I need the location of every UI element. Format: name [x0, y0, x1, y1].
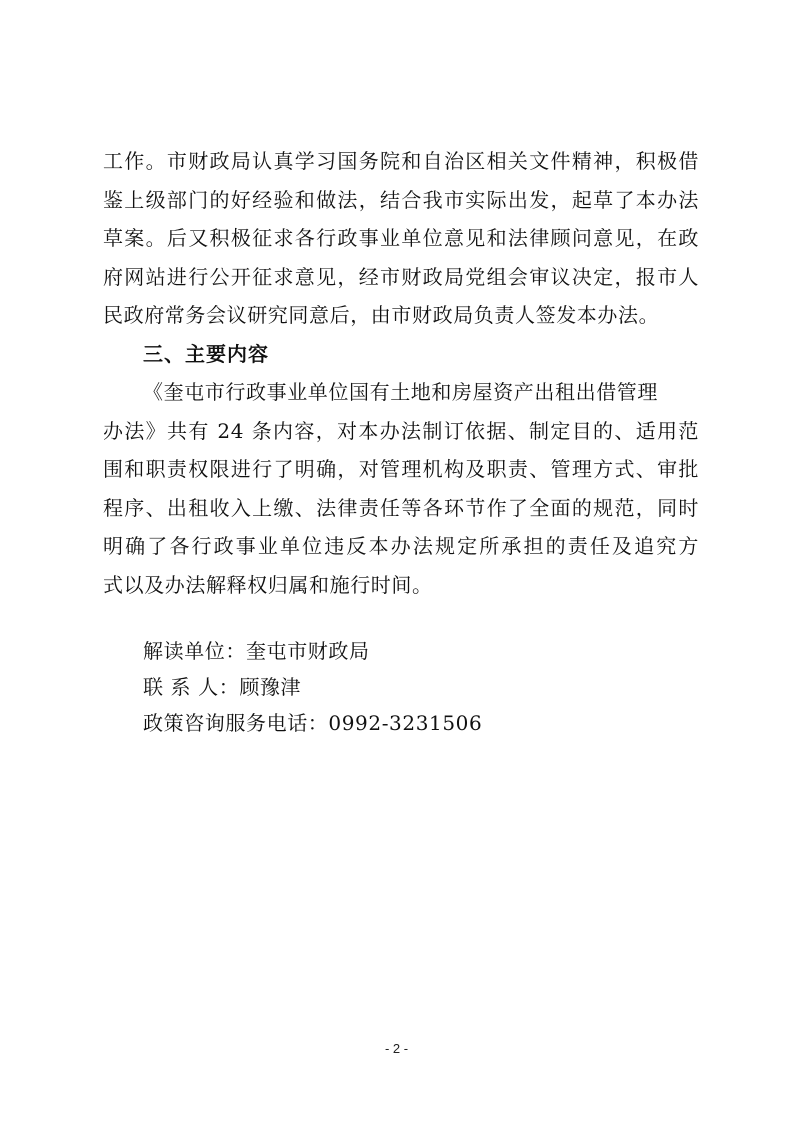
contact-person: 联 系 人：顾豫津: [143, 675, 302, 699]
paragraph-2-line-5: 明确了各行政事业单位违反本办法规定所承担的责任及追究方: [103, 534, 699, 558]
paragraph-1-line-2: 鉴上级部门的好经验和做法，结合我市实际出发，起草了本办法: [103, 187, 699, 212]
paragraph-1-line-5: 民政府常务会议研究同意后，由市财政局负责人签发本办法。: [103, 303, 660, 327]
paragraph-1-line-3: 草案。后又积极征求各行政事业单位意见和法律顾问意见，在政: [103, 226, 699, 250]
paragraph-2-line-6: 式以及办法解释权归属和施行时间。: [103, 572, 433, 597]
paragraph-2-line-4: 程序、出租收入上缴、法律责任等各环节作了全面的规范，同时: [103, 495, 699, 520]
contact-block: [143, 633, 482, 741]
paragraph-2-line-3: 围和职责权限进行了明确，对管理机构及职责、管理方式、审批: [103, 457, 699, 481]
contact-unit: 解读单位：奎屯市财政局: [143, 639, 370, 663]
section-heading: 三、主要内容: [143, 341, 269, 366]
contact-phone: 政策咨询服务电话：0992-3231506: [143, 711, 483, 735]
paragraph-1-line-1: 工作。市财政局认真学习国务院和自治区相关文件精神，积极借: [103, 149, 699, 173]
paragraph-1-line-4: 府网站进行公开征求意见，经市财政局党组会审议决定，报市人: [103, 264, 699, 289]
page-number: - 2 -: [384, 1041, 409, 1056]
document-body: [103, 142, 699, 604]
paragraph-2-line-1: 《奎屯市行政事业单位国有土地和房屋资产出租出借管理: [143, 380, 658, 404]
paragraph-2-line-2: 办法》共有 24 条内容，对本办法制订依据、制定目的、适用范: [103, 418, 699, 443]
